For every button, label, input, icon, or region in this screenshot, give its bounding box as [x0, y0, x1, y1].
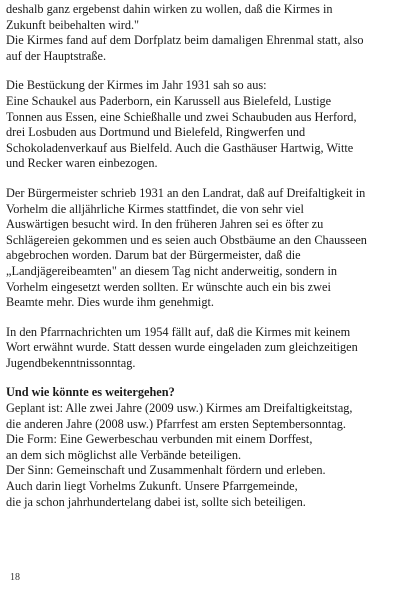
text-line: Tonnen aus Essen, eine Schießhalle und zwei Schaubuden aus Herford, [6, 109, 357, 124]
text-line: Eine Schaukel aus Paderborn, ein Karussell aus Bielefeld, Lustige [6, 93, 332, 108]
text-line: Schokoladenverkauf aus Bielfeld. Auch die Gasthäuser Hartwig, Witte [6, 140, 354, 155]
text-line: Auswärtigen besucht wird. In den früheren Jahren sei es öfter zu [6, 217, 324, 232]
text-line: Zukunft beibehalten wird." [6, 17, 140, 32]
paragraph-pfarrnachrichten [6, 325, 408, 372]
text-line: Der Bürgermeister schrieb 1931 an den Landrat, daß auf Dreifaltigkeit in [6, 185, 366, 200]
text-line: „Landjägereibeamten" an diesem Tag nicht anderweitig, sondern in [6, 263, 338, 278]
text-line: an dem sich möglichst alle Verbände beteiligen. [6, 447, 242, 462]
page-number: 18 [10, 572, 20, 583]
text-line: Auch darin liegt Vorhelms Zukunft. Unsere Pfarrgemeinde, [6, 479, 298, 494]
text-line: Die Kirmes fand auf dem Dorfplatz beim damaligen Ehrenmal statt, also [6, 33, 364, 48]
paragraph-kirmes-1931 [6, 78, 408, 172]
text-line: Die Bestückung der Kirmes im Jahr 1931 sah so aus: [6, 78, 267, 93]
document-page [6, 2, 408, 524]
text-line: Die Form: Eine Gewerbeschau verbunden mit einem Dorffest, [6, 432, 313, 447]
text-line: drei Losbuden aus Dortmund und Bielefeld, Ringwerfen und [6, 125, 306, 140]
text-line: Beamte mehr. Dies wurde ihm genehmigt. [6, 295, 214, 310]
paragraph-kirmes-location [6, 2, 408, 64]
text-line: Der Sinn: Gemeinschaft und Zusammenhalt fördern und erleben. [6, 463, 326, 478]
text-line: Vorhelm eingesetzt werden sollten. Er wünschte auch ein bis zwei [6, 279, 331, 294]
section-heading: Und wie könnte es weitergehen? [6, 385, 175, 400]
text-line: Wort erwähnt wurde. Statt dessen wurde eingeladen zum gleichzeitigen [6, 340, 358, 355]
text-line: und Recker waren einbezogen. [6, 156, 158, 171]
text-line: In den Pfarrnachrichten um 1954 fällt auf, daß die Kirmes mit keinem [6, 324, 351, 339]
paragraph-buergermeister [6, 186, 408, 311]
text-line: die ja schon jahrhundertelang dabei ist, sollte sich beteiligen. [6, 494, 306, 509]
text-line: deshalb ganz ergebenst dahin wirken zu wollen, daß die Kirmes in [6, 2, 333, 16]
text-line: Schlägereien gekommen und es seien auch Obstbäume an den Chausseen [6, 232, 367, 247]
text-line: auf der Hauptstraße. [6, 48, 107, 63]
text-line: Jugendbekenntnissonntag. [6, 355, 136, 370]
text-line: die anderen Jahre (2008 usw.) Pfarrfest am ersten Septembersonntag. [6, 416, 346, 431]
text-line: Geplant ist: Alle zwei Jahre (2009 usw.) Kirmes am Dreifaltigkeitstag, [6, 401, 353, 416]
text-line: abgebrochen worden. Darum bat der Bürgermeister, daß die [6, 248, 301, 263]
text-line: Vorhelm die alljährliche Kirmes stattfindet, die von sehr viel [6, 201, 304, 216]
section-future [6, 385, 408, 510]
